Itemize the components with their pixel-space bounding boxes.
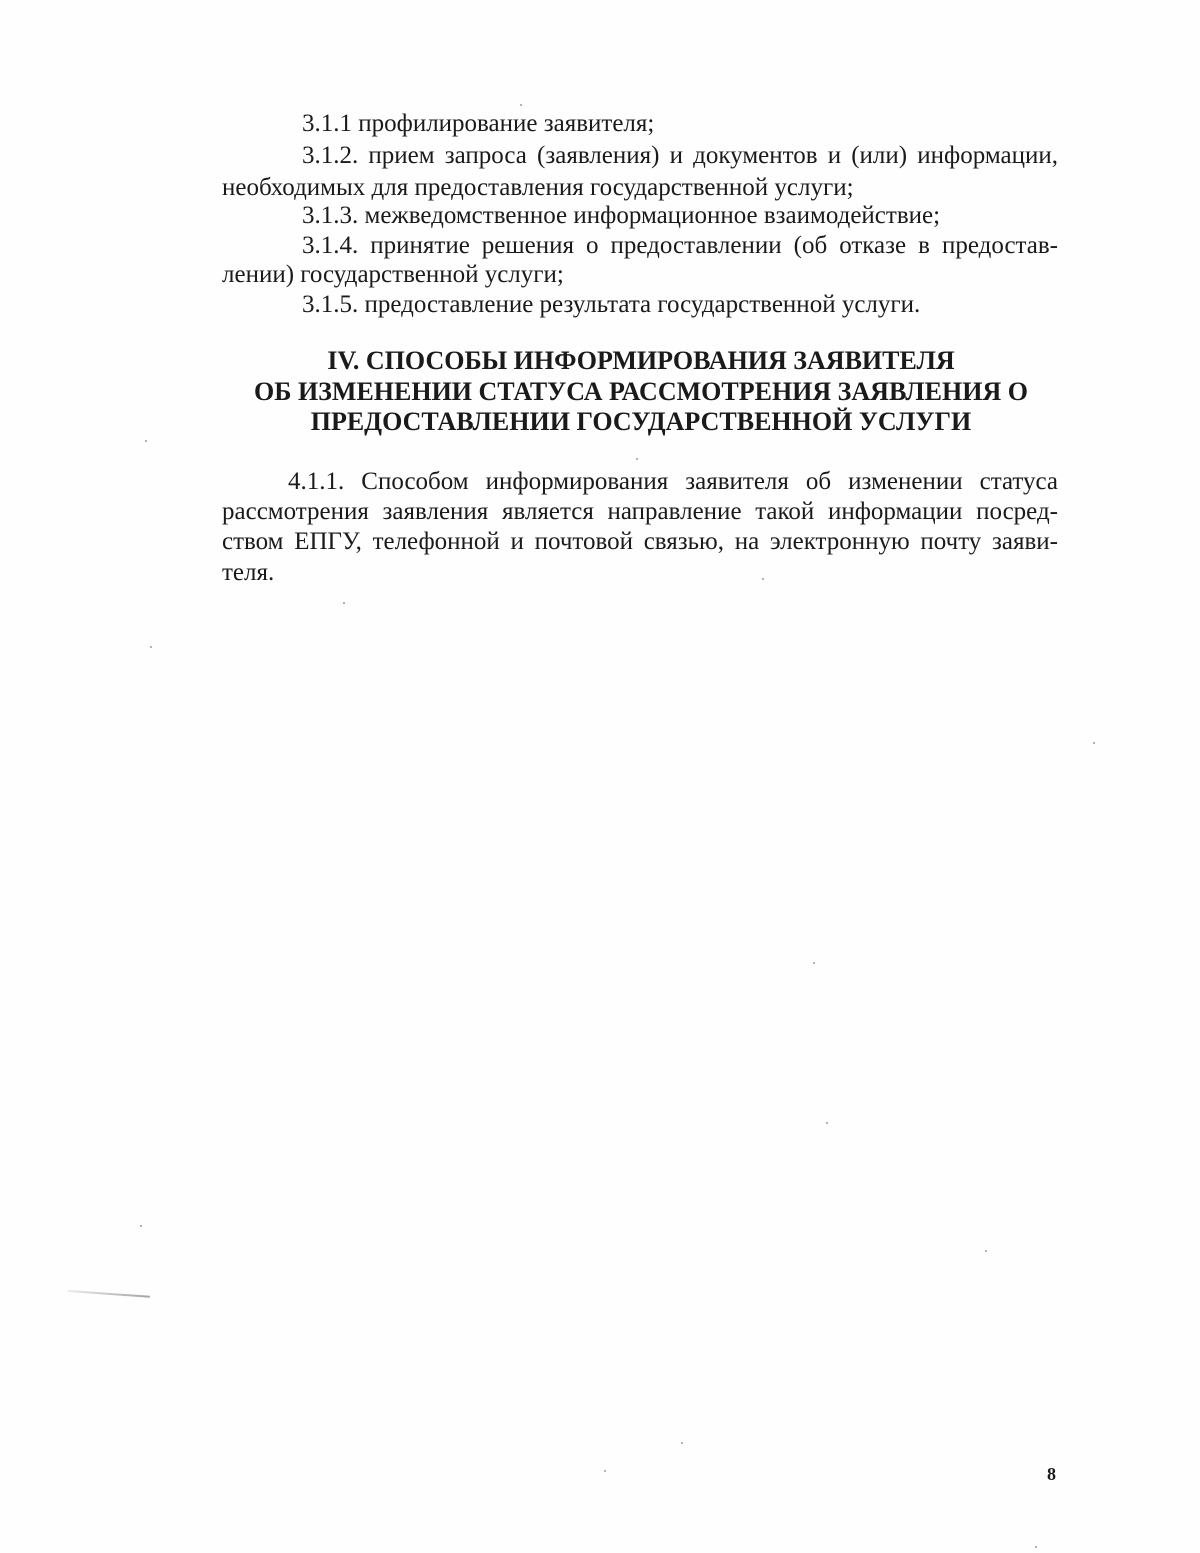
list-item-3-1-4-line1-text: 3.1.4. принятие решения о предоставлении (об отказе в предостав-	[302, 232, 1058, 259]
scan-speck	[1093, 742, 1095, 744]
scan-speck	[140, 1225, 142, 1227]
paragraph-4-1-1-line4: теля.	[222, 559, 275, 586]
paragraph-4-1-1-line3	[222, 526, 1058, 558]
list-item-3-1-2-line2: необходимых для предоставления государственной услуги;	[222, 174, 854, 201]
scan-speck	[826, 1122, 828, 1124]
scan-speck	[150, 646, 152, 648]
page-number: 8	[1047, 1464, 1056, 1484]
scan-speck	[813, 962, 815, 964]
paragraph-4-1-1-line1-text: 4.1.1. Способом информирования заявителя об изменении статуса	[288, 468, 1058, 495]
scan-speck	[762, 578, 764, 580]
list-item-3-1-2-line1	[302, 140, 1058, 172]
list-item-3-1-1: 3.1.1 профилирование заявителя;	[302, 110, 655, 137]
list-item-3-1-4-line2: лении) государственной услуги;	[222, 261, 564, 288]
scan-speck	[520, 104, 522, 106]
list-item-3-1-3: 3.1.3. межведомственное информационное взаимодействие;	[302, 202, 941, 229]
scan-speck	[1035, 1546, 1037, 1548]
scan-speck	[636, 458, 638, 460]
scan-speck	[343, 602, 345, 604]
list-item-3-1-4-line1	[302, 230, 1058, 262]
scan-streak-artifact	[68, 1290, 150, 1298]
list-item-3-1-2-line1-text: 3.1.2. прием запроса (заявления) и документов и (или) информации,	[302, 142, 1058, 169]
section-heading-line2: ОБ ИЗМЕНЕНИИ СТАТУСА РАССМОТРЕНИЯ ЗАЯВЛЕНИЯ О	[254, 377, 1028, 406]
section-heading-line1: IV. СПОСОБЫ ИНФОРМИРОВАНИЯ ЗАЯВИТЕЛЯ	[327, 346, 955, 375]
paragraph-4-1-1-line2-text: рассмотрения заявления является направление такой информации посред-	[222, 498, 1058, 525]
paragraph-4-1-1-line2	[222, 496, 1058, 528]
scan-speck	[145, 440, 147, 442]
scan-speck	[985, 1250, 987, 1252]
paragraph-4-1-1-line3-text: ством ЕПГУ, телефонной и почтовой связью, на электронную почту заяви-	[222, 528, 1058, 555]
paragraph-4-1-1-line1	[288, 466, 1058, 498]
section-heading-line3: ПРЕДОСТАВЛЕНИИ ГОСУДАРСТВЕННОЙ УСЛУГИ	[310, 407, 972, 436]
scan-speck	[604, 1470, 606, 1472]
scan-speck	[681, 1442, 683, 1444]
list-item-3-1-5: 3.1.5. предоставление результата государственной услуги.	[302, 291, 921, 318]
